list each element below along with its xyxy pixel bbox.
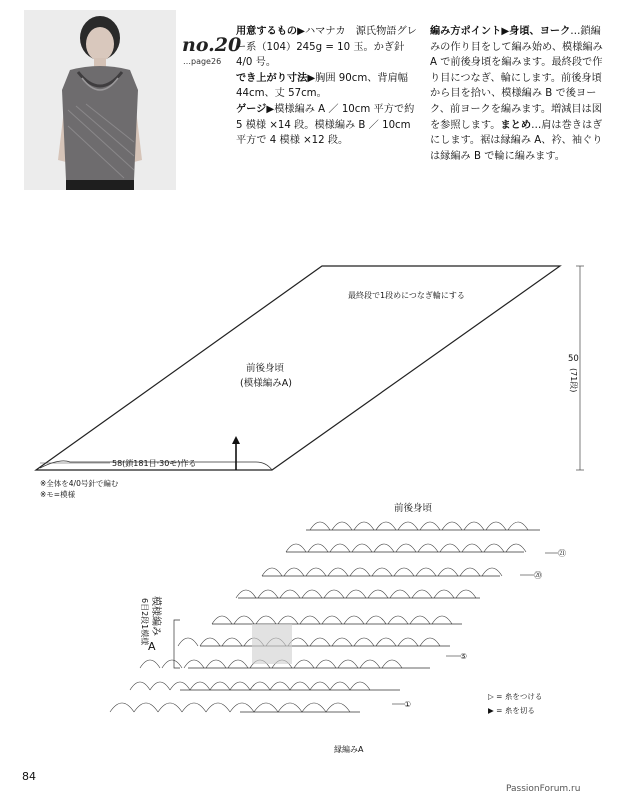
size-text: ▶胸囲 90cm、背肩幅 44cm、丈 57cm。 [236,72,408,100]
piece-name: 前後身頃 [246,363,285,374]
watermark: PassionForum.ru [506,784,581,794]
row-1-marker: ① [404,700,412,709]
row-21-marker: ㉑ [558,549,566,558]
height-label: 50 [568,354,579,364]
points-sub1: ▶身頃、ヨーク [501,26,571,37]
repeat-label: 6目2段1模様 [140,598,149,646]
row-5-marker: ⑤ [460,652,468,661]
legend-cut: ▶ = 糸を切る [488,706,535,715]
legend-attach: ▷ = 糸をつける [488,692,543,701]
shell-motifs [110,522,528,712]
row-20-marker: ⑳ [534,571,542,580]
side-label: 模様編み [150,596,161,636]
page-reference: …page26 [183,57,222,66]
materials-heading: 用意するもの [236,26,298,37]
chart-title: 前後身頃 [394,503,433,514]
repeat-highlight [252,624,292,664]
note-motif: ※モ=模様 [40,490,76,499]
note-needle: ※全体を4/0号針で編む [40,479,119,488]
materials-text: ▶ハマナカ 源氏物語グレー系（104）245g = 10 玉。かぎ針 4/0 号。 [236,26,417,69]
size-heading: でき上がり寸法 [236,72,308,84]
piece-pattern: (模様編みA) [240,378,292,389]
points-heading: 編み方ポイント [430,26,502,37]
page-number: 84 [22,770,36,783]
gauge-heading: ゲージ [236,103,267,115]
side-letter: A [148,640,156,653]
height-rows: (71段) [569,368,578,393]
edging-label: 縁編みA [334,745,364,754]
top-note: 最終段で1段めにつなぎ輪にする [348,291,465,300]
model-number: no.20 [182,34,242,56]
points-text2: …肩は巻きはぎにします。裾は縁編み A、衿、袖ぐりは縁編み B で輪に編みます。 [430,119,603,162]
points-text1: …鎖編みの作り目をして編み始め、模様編み A で前後身頃を編みます。最終段で作り目につなぎ、輪にします。前後身頃から目を拾い、模様編み B で後ヨーク、前ヨークを編みます。増減目は図を参照します。 [430,26,603,131]
width-label: 58(鎖181目·30モ)作る [112,459,197,468]
points-sub2: まとめ [500,119,532,131]
gauge-text: ▶模様編み A ／ 10cm 平方で約 5 模様 ×14 段。模様編み B ／ 10cm 平方で 4 模様 ×12 段。 [236,103,415,147]
